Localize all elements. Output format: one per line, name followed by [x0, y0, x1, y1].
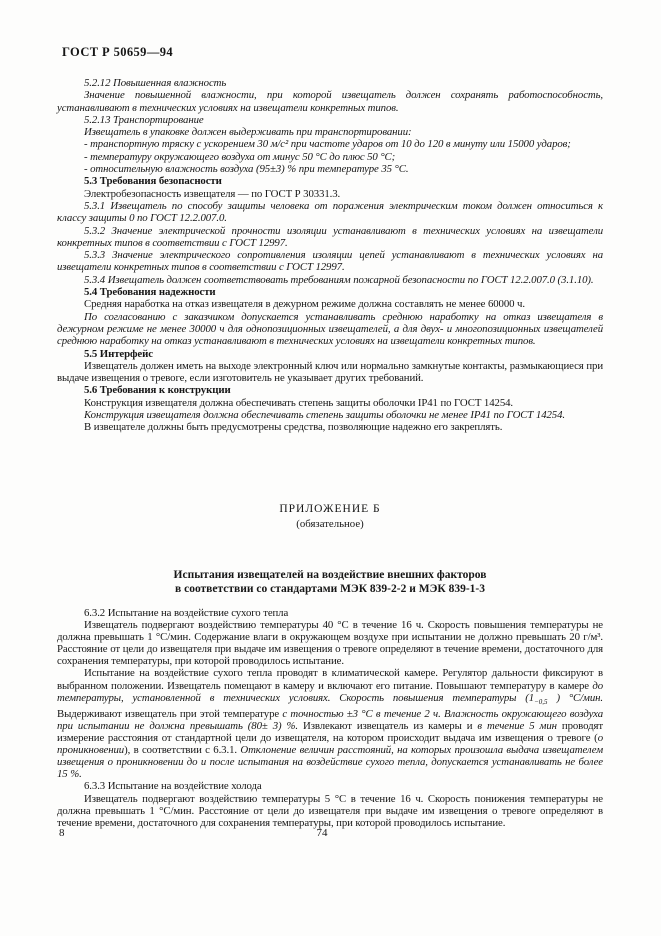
paragraph [57, 126, 603, 138]
paragraph [57, 619, 603, 667]
paragraph [57, 200, 603, 225]
text-segment: Извещатель подвергают воздействию температуры 5 °С в течение 16 ч. Скорость понижения температуры не должна превышать 1 °С/мин. Расстояние от цели до извещателя при выдаче им извещения о тревоге определяют в течение времени, достаточного для сохранения температуры, при которой проводилось испытание. [57, 792, 603, 829]
page-number-center: 74 [316, 827, 328, 839]
paragraph [57, 138, 603, 150]
paragraph [57, 360, 603, 385]
paragraph [57, 298, 603, 310]
appendix-sublabel: (обязательное) [296, 517, 364, 530]
appendix-title [57, 568, 603, 596]
appendix-label: ПРИЛОЖЕНИЕ Б [279, 503, 381, 515]
text-segment: ) °С/мин. [547, 691, 603, 704]
paragraph [57, 175, 603, 187]
paragraph [57, 286, 603, 298]
paragraph [57, 274, 603, 286]
text-segment: Выдерживают извещатель при этой температуре [57, 707, 283, 720]
paragraph [57, 348, 603, 360]
document-standard-number: ГОСТ Р 50659—94 [62, 45, 174, 59]
text-segment: 5.3 Требования безопасности [84, 175, 222, 188]
paragraph [57, 151, 603, 163]
text-segment: По согласованию с заказчиком допускается устанавливать среднюю наработку на отказ извещателя в дежурном режиме не менее 30000 ч для однопозиционных извещателей, а для двух- и многопозиционных извещателей среднюю наработку на отказ устанавливают в технических условиях на извещатели конкретных типов. [57, 310, 603, 348]
paragraph [57, 89, 603, 114]
text-segment: 5.6 Требования к конструкции [84, 384, 231, 397]
text-segment: Извещатель в упаковке должен выдерживать при транспортировании: [84, 126, 412, 139]
text-segment: Значение повышенной влажности, при которой извещатель должен сохранять работоспособность, устанавливают в технических условиях на извещатели конкретных типов. [57, 89, 603, 114]
text-segment: Извещатель должен иметь на выходе электронный ключ или нормально замкнутые контакты, размыкающиеся при выдаче извещения о тревоге, если изготовитель не указывает других требований. [57, 359, 603, 385]
text-segment: - температуру окружающего воздуха от минус 50 °С до плюс 50 °С; [84, 150, 396, 163]
text-segment: Средняя наработка на отказ извещателя в дежурном режиме должна составлять не менее 60000 ч. [84, 298, 525, 311]
text-segment: - относительную влажность воздуха (95±3) % при температуре 35 °С. [84, 163, 409, 176]
text-segment: с точностью ±3 °С в течение 2 ч. Влажность окружающего воздуха при испытании не должна превышать (80± 3) %. [57, 707, 603, 732]
page-number-booklet: 8 [59, 827, 65, 839]
paragraph [57, 780, 603, 792]
text-segment: Испытание на воздействие сухого тепла проводят в климатической камере. Регулятор дальности фиксируют в выбранном положении. Извещатель помещают в камеру и включают его питание. Повышают температуру в камере [57, 667, 603, 692]
requirements-section-text [57, 77, 603, 434]
text-segment: до температуры, установленной в технических условиях. Скорость повышения температуры (1 [57, 679, 603, 704]
text-segment: Извлекают извещатель из камеры и [303, 720, 478, 732]
text-segment: Конструкция извещателя должна обеспечивать степень защиты оболочки не менее IP41 по ГОСТ 14254. [84, 409, 565, 422]
appendix-title-line2: в соответствии со стандартами МЭК 839-2-2 и МЭК 839-1-3 [175, 583, 485, 595]
text-segment: 5.2.12 Повышенная влажность [84, 77, 227, 89]
paragraph [57, 397, 603, 409]
paragraph [57, 607, 603, 619]
text-segment: в течение 5 мин [477, 720, 562, 732]
text-segment: 5.3.1 Извещатель по способу защиты человека от поражения электрическим током должен относиться к классу защиты 0 по ГОСТ 12.2.007.0. [57, 199, 603, 225]
text-segment: - транспортную тряску с ускорением 30 м/с² при частоте ударов от 10 до 120 в минуту или 15000 ударов; [84, 138, 571, 151]
text-segment: 5.4 Требования надежности [84, 286, 216, 299]
text-segment: 5.3.3 Значение электрического сопротивления изоляции цепей устанавливают в технических условиях на извещатели конкретных типов в соответствии с ГОСТ 12997. [57, 249, 603, 274]
text-segment: 5.5 Интерфейс [84, 347, 153, 360]
text-segment: Отклонение величин расстояний, на которых произошла выдача извещателем извещения о проникновении до и после испытания на воздействие сухого тепла, допускается устанавливать не более 15 %. [57, 744, 604, 781]
text-segment: В извещателе должны быть предусмотрены средства, позволяющие надежно его закреплять. [84, 421, 503, 434]
text-segment: −0,5 [534, 697, 548, 706]
paragraph [57, 188, 603, 200]
text-segment: 5.2.13 Транспортирование [84, 113, 204, 126]
text-segment: 5.3.2 Значение электрической прочности изоляции устанавливают в технических условиях на извещатели конкретных типов в соответствии с ГОСТ 12997. [57, 224, 603, 249]
text-segment: 6.3.3 Испытание на воздействие холода [84, 780, 262, 793]
paragraph [57, 114, 603, 126]
paragraph [57, 77, 603, 89]
paragraph [57, 409, 603, 421]
text-segment: Конструкция извещателя должна обеспечивать степень защиты оболочки IP41 по ГОСТ 14254. [84, 396, 514, 409]
paragraph [57, 163, 603, 175]
text-segment: ), в соответствии с 6.3.1. [124, 744, 241, 757]
appendix-heading [57, 502, 603, 531]
text-segment: проводят измерение расстояния от стандартной цели до извещателя, на котором происходит выдача им извещения о тревоге ( [57, 720, 603, 745]
text-segment: 5.3.4 Извещатель должен соответствовать требованиям пожарной безопасности по ГОСТ 12.2.007.0 (3.1.10). [84, 273, 594, 286]
text-segment: о проникновении [57, 732, 603, 757]
text-segment: 6.3.2 Испытание на воздействие сухого тепла [84, 607, 289, 619]
appendix-title-line1: Испытания извещателей на воздействие внешних факторов [173, 569, 487, 581]
tests-section-text [57, 607, 603, 829]
paragraph [57, 421, 603, 433]
text-segment: Электробезопасность извещателя — по ГОСТ Р 30331.3. [84, 187, 341, 200]
paragraph [57, 311, 603, 348]
text-segment: Извещатель подвергают воздействию температуры 40 °С в течение 16 ч. Скорость повышения температуры не должна превышать 1 °С/мин. Содержание влаги в окружающем воздухе при испытании не должно превышать 20 г/м³. Расстояние от цели до извещателя при выдаче им извещения о тревоге определяют в течение времени, достаточного для сохранения температуры, при которой проводилось испытание. [57, 619, 603, 668]
paragraph [57, 225, 603, 250]
paragraph [57, 384, 603, 396]
paragraph [57, 667, 603, 780]
paragraph [57, 793, 603, 829]
paragraph [57, 249, 603, 274]
